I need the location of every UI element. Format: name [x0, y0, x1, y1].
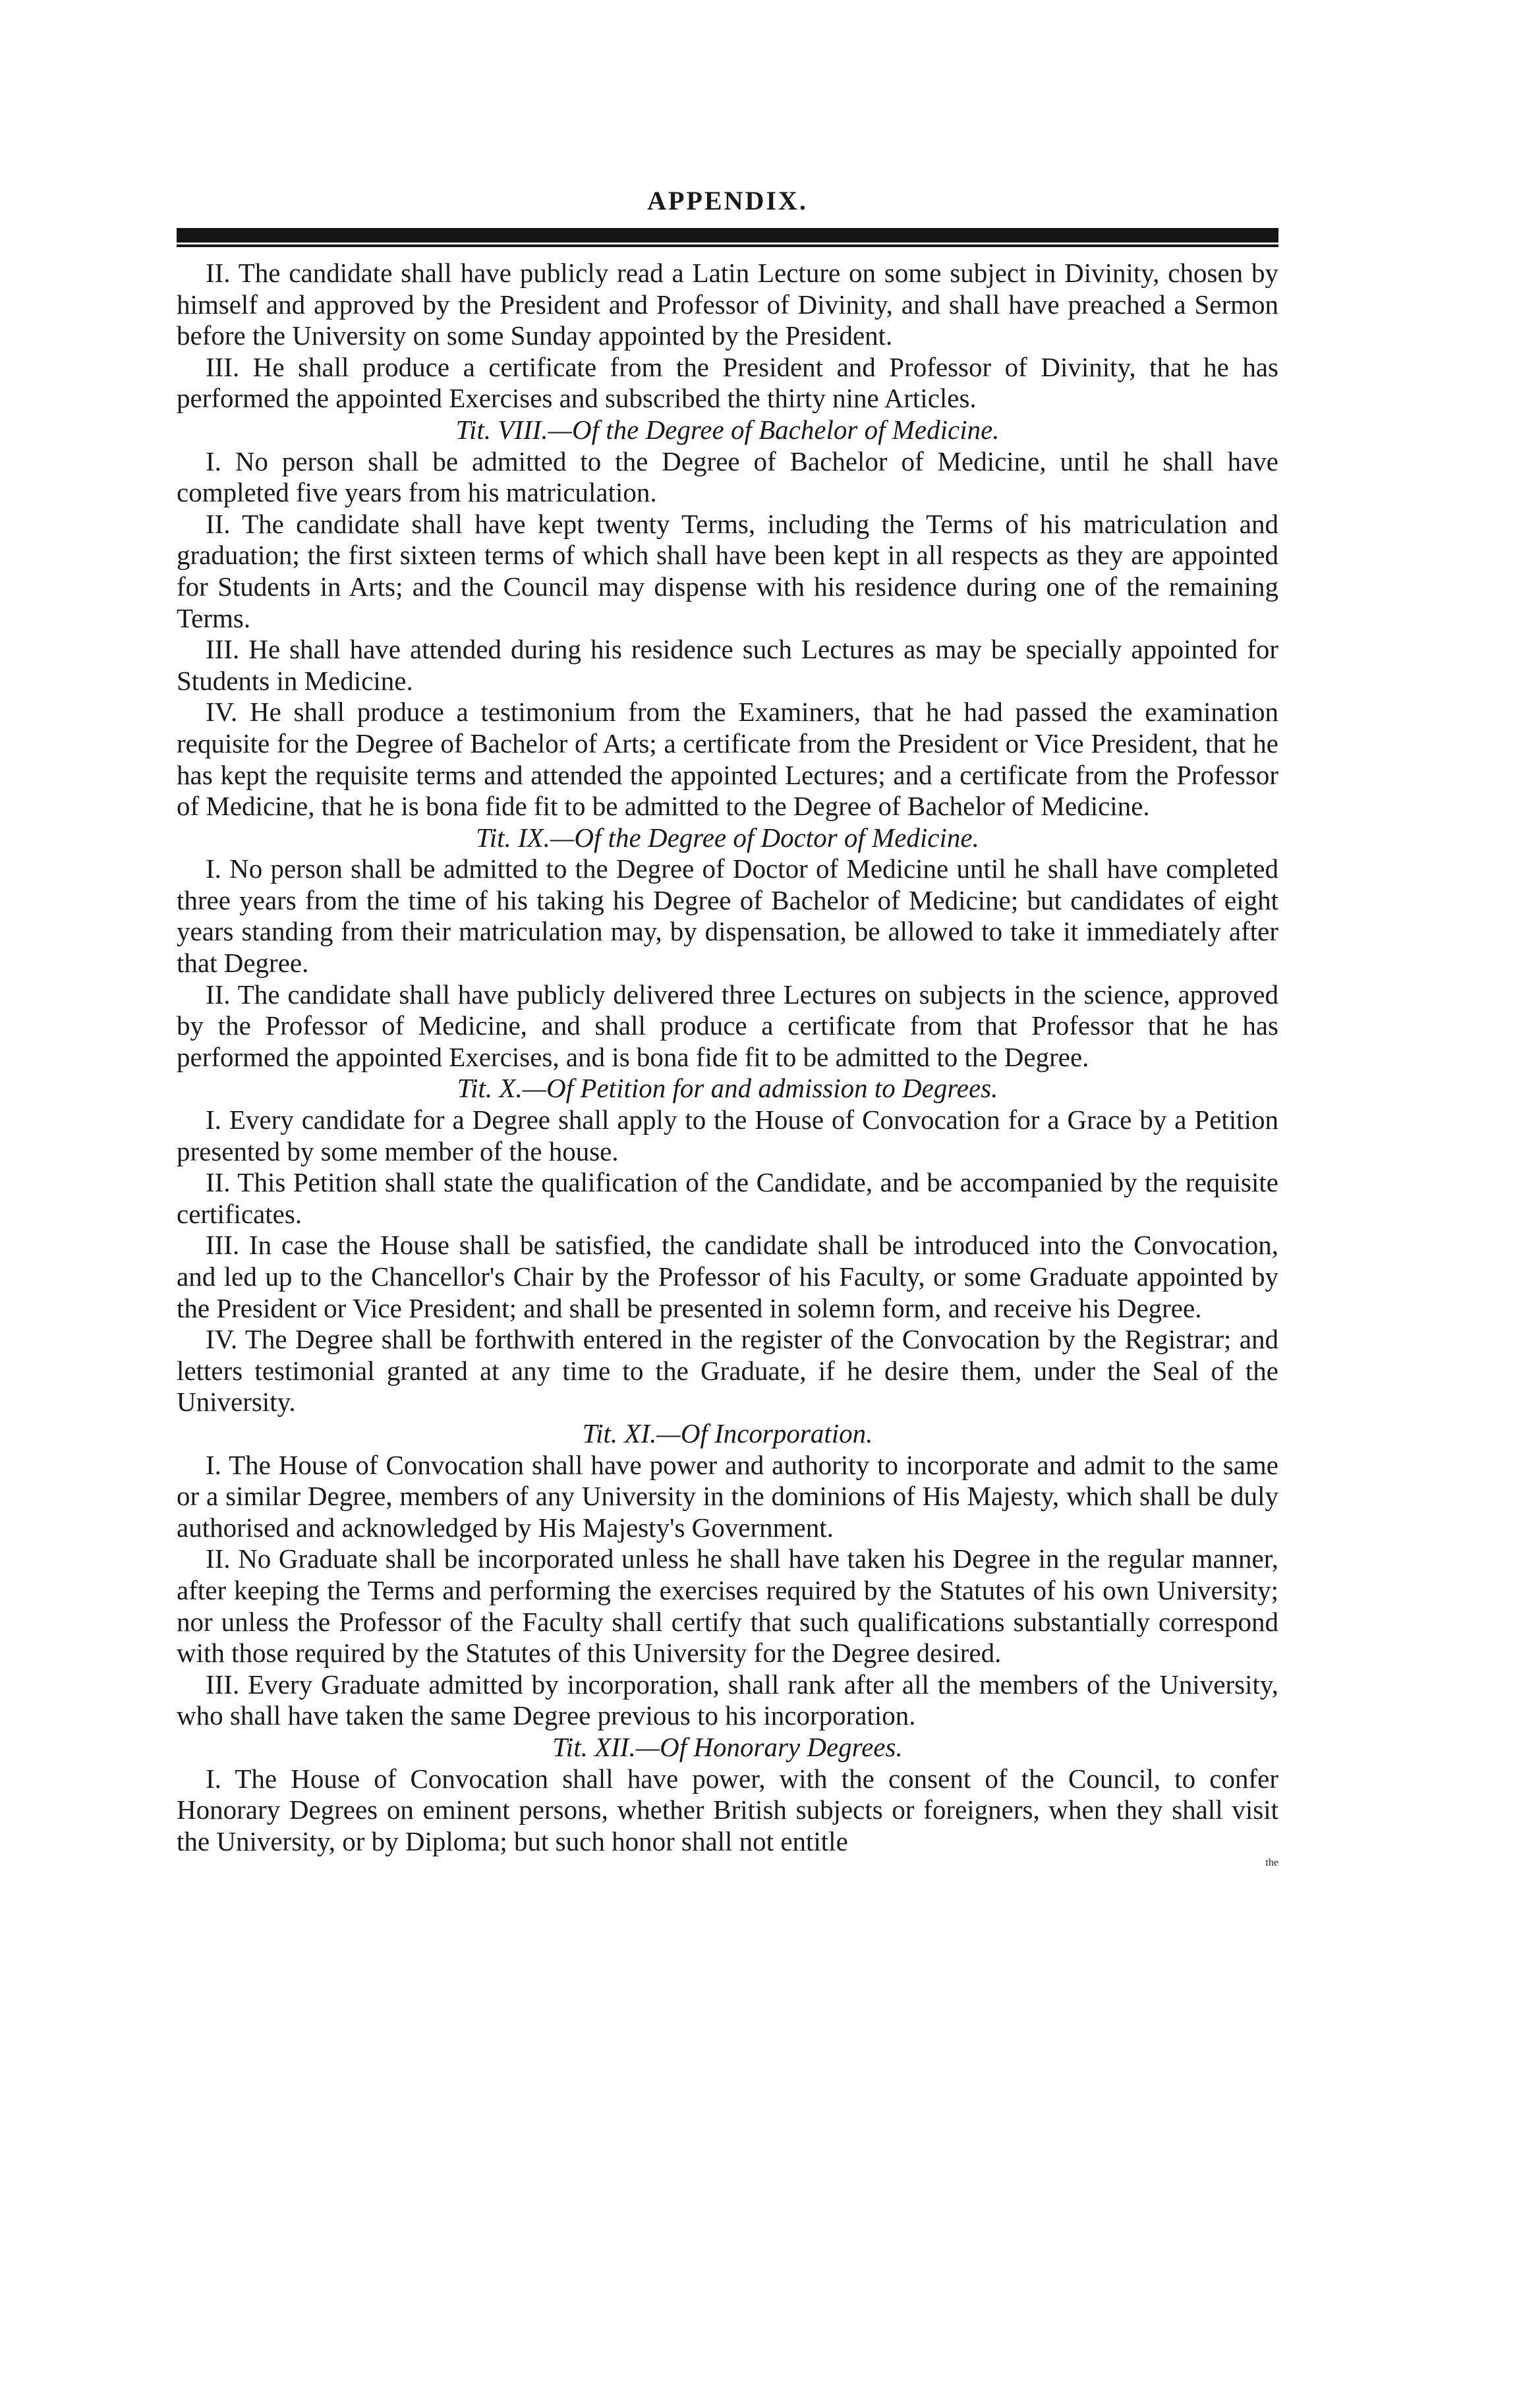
section-title: Tit. XI.—Of Incorporation. — [582, 1418, 873, 1448]
catchword: the — [1265, 1857, 1278, 1869]
paragraph: II. The candidate shall have kept twenty Terms, including the Terms of his matriculation and graduation; the first sixteen terms of which shall have been kept in all respects as they are appointed for Students in Arts; and the Council may dispense with his residence during one of the remaining Terms. — [177, 508, 1278, 633]
paragraph: III. He shall produce a certificate from the President and Professor of Divinity, that he has performed the appointed Exercises and subscribed the thirty nine Articles. — [177, 351, 1278, 414]
paragraph: I. Every candidate for a Degree shall apply to the House of Convocation for a Grace by a Petition presented by some member of the house. — [177, 1104, 1278, 1166]
paragraph: I. The House of Convocation shall have power, with the consent of the Council, to confer Honorary Degrees on eminent persons, whether British subjects or foreigners, when they shall visit the University, or by Diploma; but such honor shall not entitle — [177, 1763, 1278, 1856]
page — [177, 185, 1278, 1869]
paragraph: II. The candidate shall have publicly read a Latin Lecture on some subject in Divinity, chosen by himself and approved by the President and Professor of Divinity, and shall have preached a Sermon before the University on some Sunday appointed by the President. — [177, 258, 1278, 351]
paragraph: III. He shall have attended during his residence such Lectures as may be specially appointed for Students in Medicine. — [177, 634, 1278, 696]
paragraph: IV. He shall produce a testimonium from the Examiners, that he had passed the examination requisite for the Degree of Bachelor of Arts; a certificate from the President or Vice President, that he has kept the requisite terms and attended the appointed Lectures; and a certificate from the Professor of Medicine, that he is bona fide fit to be admitted to the Degree of Bachelor of Medicine. — [177, 697, 1278, 822]
document-body — [177, 258, 1278, 1857]
section-title: Tit. VIII.—Of the Degree of Bachelor of Medicine. — [455, 414, 1000, 445]
paragraph: I. The House of Convocation shall have power and authority to incorporate and admit to the same or a similar Degree, members of any University in the dominions of His Majesty, which shall be duly authorised and acknowledged by His Majesty's Government. — [177, 1449, 1278, 1543]
section-title: Tit. XII.—Of Honorary Degrees. — [552, 1731, 903, 1762]
paragraph: III. In case the House shall be satisfied, the candidate shall be introduced into the Convocation, and led up to the Chancellor's Chair by the Professor of his Faculty, or some Graduate appointed by the President or Vice President; and shall be presented in solemn form, and receive his Degree. — [177, 1230, 1278, 1323]
section-title: Tit. IX.—Of the Degree of Doctor of Medicine. — [476, 822, 979, 853]
paragraph: IV. The Degree shall be forthwith entered in the register of the Convocation by the Registrar; and letters testimonial granted at any time to the Graduate, if he desire them, under the Seal of the University. — [177, 1324, 1278, 1418]
running-head: APPENDIX. — [647, 186, 808, 215]
paragraph: III. Every Graduate admitted by incorporation, shall rank after all the members of the University, who shall have taken the same Degree previous to his incorporation. — [177, 1669, 1278, 1731]
paragraph: II. The candidate shall have publicly delivered three Lectures on subjects in the science, approved by the Professor of Medicine, and shall produce a certificate from that Professor that he has performed the appointed Exercises, and is bona fide fit to be admitted to the Degree. — [177, 979, 1278, 1072]
paragraph: I. No person shall be admitted to the Degree of Bachelor of Medicine, until he shall have completed five years from his matriculation. — [177, 445, 1278, 508]
header-rule — [177, 228, 1278, 244]
paragraph: II. No Graduate shall be incorporated unless he shall have taken his Degree in the regular manner, after keeping the Terms and performing the exercises required by the Statutes of his own University; nor unless the Professor of the Faculty shall certify that such qualifications substantially correspond with those required by the Statutes of this University for the Degree desired. — [177, 1543, 1278, 1669]
section-title: Tit. X.—Of Petition for and admission to Degrees. — [457, 1073, 998, 1104]
paragraph: I. No person shall be admitted to the Degree of Doctor of Medicine until he shall have completed three years from the time of his taking his Degree of Bachelor of Medicine; but candidates of eight years standing from their matriculation may, by dispensation, be allowed to take it immediately after that Degree. — [177, 853, 1278, 979]
paragraph: II. This Petition shall state the qualification of the Candidate, and be accompanied by the requisite certificates. — [177, 1167, 1278, 1229]
